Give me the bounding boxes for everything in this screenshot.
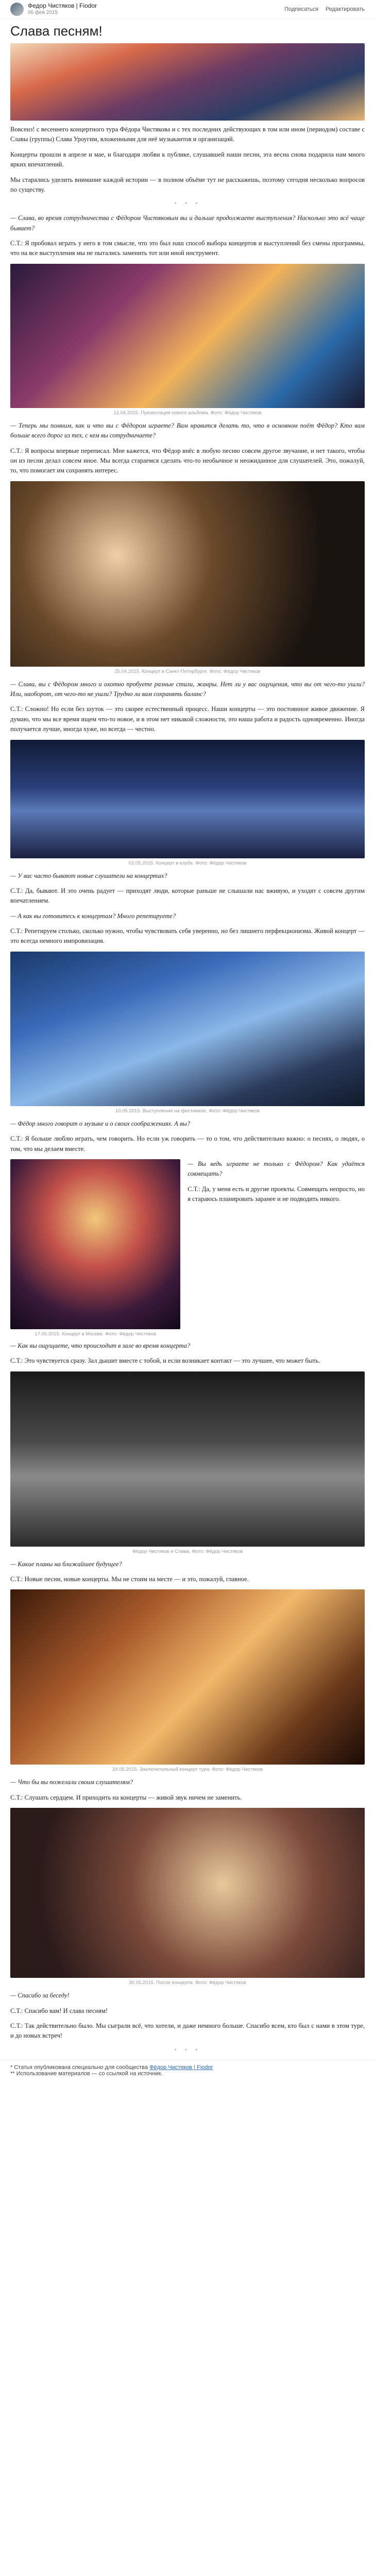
question: — Слава, вы с Фёдором много и охотно пробуете разные стили, жанры. Нет ли у вас ощущения, что вы от чего-то ушли? Или, наоборот, от чего-то не ушли? Трудно ли вам сохранять баланс? <box>10 680 365 698</box>
answer: С.Т.: Да, у меня есть и другие проекты. Совмещать непросто, но я стараюсь планировать заранее и не подводить никого. <box>187 1185 365 1202</box>
answer: С.Т.: Слушать сердцем. И приходить на концерты — живой звук ничем не заменить. <box>10 1793 242 1801</box>
photo-figure <box>10 264 365 416</box>
question: — Теперь мы помним, как и что вы с Фёдором играете? Вам нравится делать то, что в основном поёт Фёдор? Кто вам больше всего дорог из тех, с кем вы сотрудничаете? <box>10 421 365 439</box>
footer <box>0 2060 375 2077</box>
answer: С.Т.: Это чувствуется сразу. Зал дышит вместе с тобой, и если возникает контакт — это лучшее, что может быть. <box>10 1357 320 1365</box>
photo-caption: 25.04.2015. Концерт в Санкт-Петербурге. Фото: Фёдор Чистяков <box>114 668 261 674</box>
avatar[interactable] <box>10 3 24 16</box>
question: — Что бы вы пожелали своим слушателям? <box>10 1778 133 1786</box>
answer: С.Т.: Спасибо вам! И слава песням! <box>10 2007 108 2014</box>
post-date: 06 фев 2015 <box>28 10 58 16</box>
photo-figure <box>10 740 365 866</box>
concert-photo[interactable] <box>10 740 365 858</box>
question: — Слава, во время сотрудничества с Фёдором Чистяковым вы и дальше продолжаете выступления? Насколько это всё чаще бывает? <box>10 214 365 232</box>
footer-note <box>10 2064 365 2071</box>
hero-image <box>10 43 365 121</box>
question: — Как вы ощущаете, что происходит в зале во время концерта? <box>10 1342 191 1349</box>
separator: • • • <box>174 200 201 208</box>
answer: С.Т.: Сложно! Но если без шуток — это скорее естественный процесс. Наши концерты — это постоянное живое движение. Я думаю, что мы все время ищем что-то новое, и в этом нет никакой сложности, это наша работа и радость одновременно. Иногда получается лучше, иногда хуже, но всегда — честно. <box>10 705 365 733</box>
article <box>0 23 375 2055</box>
photo-caption: 02.05.2015. Концерт в клубе. Фото: Фёдор Чистяков <box>128 860 247 866</box>
community-link[interactable]: Фёдор Чистяков | Fiodor <box>149 2064 213 2071</box>
top-bar <box>0 0 375 19</box>
photo-figure <box>10 481 365 674</box>
photo-caption: 30.05.2015. После концерта. Фото: Фёдор Чистяков <box>129 1980 246 1986</box>
separator: • • • <box>174 2046 201 2054</box>
photo-figure <box>10 1371 365 1554</box>
answer: С.Т.: Я вопросы впервые переписал. Мне кажется, что Фёдор внёс в любую песню совсем другое звучание, и нет такого, чтобы он из песни делал совсем иное. Мы всегда стараемся сделать что-то необычное и неожиданное для слушателей. Это, пожалуй, то, что помогает им сохранять интерес. <box>10 447 365 474</box>
photo-figure <box>10 952 365 1114</box>
intro-paragraph: Мы старались уделить внимание каждой истории — в полном объёме тут не расскажешь, поэтому сегодня несколько вопросов по существу. <box>10 176 365 193</box>
concert-photo[interactable] <box>10 1808 365 1978</box>
author-name[interactable]: Федор Чистяков | Fiodor <box>28 2 97 10</box>
concert-photo[interactable] <box>10 1159 180 1329</box>
footer-line: * Статья опубликована специально для сообщества <box>10 2064 148 2071</box>
question: — У вас часто бывают новые слушатели на концертах? <box>10 872 167 879</box>
photo-caption: 17.05.2015. Концерт в Москве. Фото: Фёдор Чистяков <box>35 1331 157 1337</box>
closing-paragraph: С.Т.: Так действительно было. Мы сыграли всё, что хотели, и даже немного больше. Спасибо всем, кто был с нами в этом туре, и до новых встреч! <box>10 2022 365 2040</box>
intro-paragraph: Вовсеиз! с весеннего концертного тура Фёдора Чистякова и с тех последних действующих в том или ином (периодом) составе с Славы (группы) Слава Уроугим, вложенными для неё музыкантов и организаций. <box>10 126 365 143</box>
answer: С.Т.: Я больше люблю играть, чем говорить. Но если уж говорить — то о том, что действительно важно: о песнях, о людях, о том, что мы делаем вместе. <box>10 1135 365 1153</box>
author-block <box>28 3 97 15</box>
photo-caption: 12.04.2015. Презентация нового альбома. Фото: Фёдор Чистяков <box>113 410 262 416</box>
answer: С.Т.: Да, бывают. И это очень радует — приходят люди, которые раньше не слышали нас вживую, и уходят с совсем другим впечатлением. <box>10 887 365 905</box>
question: — Вы ведь играете не только с Фёдором? Как удаётся совмещать? <box>187 1160 365 1178</box>
question: — Какие планы на ближайшее будущее? <box>10 1560 122 1568</box>
concert-photo[interactable] <box>10 1589 365 1765</box>
footer-line: ** Использование материалов — со ссылкой на источник. <box>10 2070 163 2077</box>
intro-paragraph: Концерты прошли в апреле и мае, и благодаря любви к публике, слушавшей наши песни, эта весна снова подарила нам много ярких впечатлений. <box>10 150 365 168</box>
question: — Фёдор много говорит о музыке и о своих соображениях. А вы? <box>10 1120 191 1127</box>
subscribe-link[interactable]: Подписаться <box>284 6 318 12</box>
edit-link[interactable]: Редактировать <box>326 6 365 12</box>
question: — Спасибо за беседу! <box>10 1992 70 1999</box>
photo-figure <box>10 1808 365 1986</box>
answer: С.Т.: Репетируем столько, сколько нужно, чтобы чувствовать себя уверенно, но без лишнего перфекционизма. Живой концерт — это всегда немного импровизация. <box>10 927 365 945</box>
concert-photo[interactable] <box>10 264 365 408</box>
two-column-block <box>10 1159 365 1337</box>
photo-caption: 10.05.2015. Выступление на фестивале. Фото: Фёдор Чистяков <box>115 1108 260 1114</box>
concert-photo[interactable] <box>10 952 365 1106</box>
photo-caption: Фёдор Чистяков и Слава. Фото: Фёдор Чистяков <box>132 1548 243 1554</box>
right-column <box>187 1159 365 1337</box>
photo-figure <box>10 1589 365 1772</box>
photo-caption: 24.05.2015. Заключительный концерт тура. Фото: Фёдор Чистяков <box>112 1767 263 1773</box>
answer: С.Т.: Я пробовал играть у него в том смысле, что это был наш способ выбора концертов и выступлений без смены программы, что на все выступления мы не пытались заменить тот или иной инструмент. <box>10 240 365 257</box>
question: — А как вы готовитесь к концертам? Много репетируете? <box>10 912 176 920</box>
left-column <box>10 1159 180 1337</box>
concert-photo[interactable] <box>10 481 365 667</box>
top-actions <box>284 6 365 12</box>
concert-photo[interactable] <box>10 1371 365 1547</box>
answer: С.Т.: Новые песни, новые концерты. Мы не стоим на месте — и это, пожалуй, главное. <box>10 1575 249 1583</box>
page-title: Слава песням! <box>10 23 103 39</box>
